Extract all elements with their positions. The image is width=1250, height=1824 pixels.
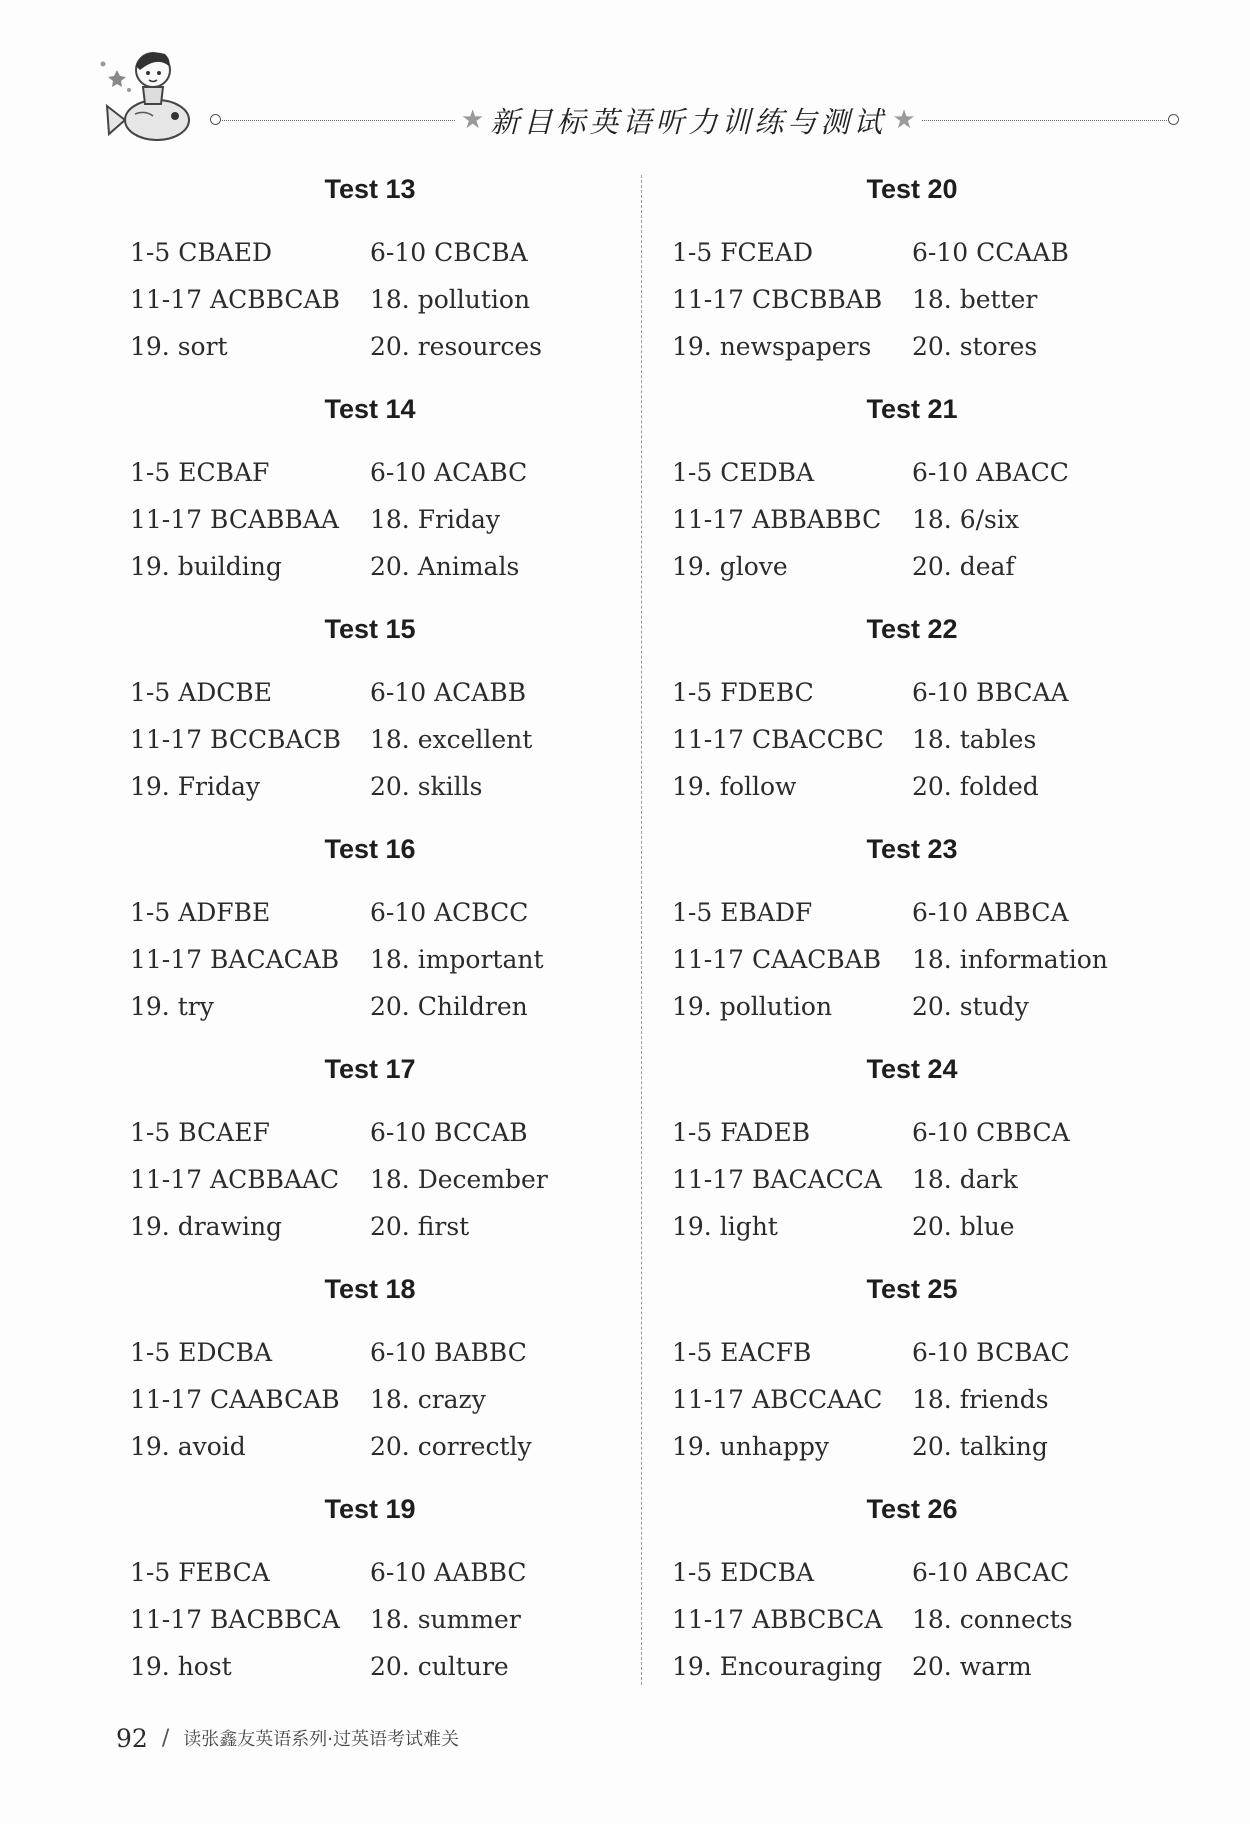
- answer-row: [130, 1423, 650, 1470]
- answer-row: [130, 936, 650, 983]
- answer-cell: 18. summer: [370, 1605, 521, 1634]
- answer-cell: 19. newspapers: [672, 332, 872, 361]
- answer-cell: 18. friends: [912, 1385, 1049, 1414]
- answer-cell: 1-5 FEBCA: [130, 1558, 270, 1587]
- page-footer: [116, 1718, 459, 1758]
- answer-row: [130, 1596, 650, 1643]
- answer-row: [672, 763, 1192, 810]
- answer-cell: 20. Children: [370, 992, 528, 1021]
- answer-cell: 6-10 ABBCA: [912, 898, 1069, 927]
- answer-cell: 6-10 ACABB: [370, 678, 527, 707]
- answer-row: [672, 1329, 1192, 1376]
- test-title: Test 21: [866, 394, 958, 424]
- answer-cell: 18. Friday: [370, 505, 501, 534]
- answer-row: [130, 1329, 650, 1376]
- test-block: [672, 168, 1192, 388]
- answer-row: [130, 889, 650, 936]
- answer-cell: 1-5 ADFBE: [130, 898, 271, 927]
- answer-cell: 18. information: [912, 945, 1108, 974]
- answer-cell: 18. December: [370, 1165, 548, 1194]
- answer-cell: 19. try: [130, 992, 214, 1021]
- answer-row: [672, 276, 1192, 323]
- answer-row: [130, 496, 650, 543]
- answer-cell: 1-5 CEDBA: [672, 458, 815, 487]
- answer-cell: 6-10 ABCAC: [912, 1558, 1070, 1587]
- answer-rows: [130, 449, 650, 590]
- answer-cell: 1-5 CBAED: [130, 238, 273, 267]
- answer-row: [672, 1423, 1192, 1470]
- answer-cell: 6-10 ACBCC: [370, 898, 529, 927]
- answer-cell: 1-5 FDEBC: [672, 678, 814, 707]
- rule-end-dot: [210, 114, 221, 125]
- test-title: Test 25: [866, 1274, 958, 1304]
- answer-rows: [130, 1109, 650, 1250]
- test-block: [130, 1268, 650, 1488]
- answer-cell: 11-17 BACBBCA: [130, 1605, 340, 1634]
- answer-row: [130, 716, 650, 763]
- answer-rows: [130, 889, 650, 1030]
- test-block: [672, 1488, 1192, 1708]
- answer-cell: 18. crazy: [370, 1385, 486, 1414]
- answer-cell: 18. connects: [912, 1605, 1073, 1634]
- answer-cell: 19. light: [672, 1212, 778, 1241]
- answer-cell: 20. culture: [370, 1652, 509, 1681]
- answer-row: [130, 1643, 650, 1690]
- header-title-box: [455, 100, 922, 140]
- answer-row: [672, 1109, 1192, 1156]
- answer-row: [672, 449, 1192, 496]
- answer-rows: [672, 229, 1192, 370]
- answer-cell: 18. dark: [912, 1165, 1018, 1194]
- answer-cell: 6-10 ABACC: [912, 458, 1069, 487]
- answer-cell: 1-5 EDCBA: [672, 1558, 815, 1587]
- answer-cell: 1-5 ECBAF: [130, 458, 270, 487]
- answer-cell: 6-10 ACABC: [370, 458, 528, 487]
- answer-rows: [672, 1329, 1192, 1470]
- answer-cell: 11-17 ACBBAAC: [130, 1165, 340, 1194]
- answer-row: [130, 229, 650, 276]
- answer-cell: 11-17 BCCBACB: [130, 725, 342, 754]
- answer-cell: 6-10 CBBCA: [912, 1118, 1070, 1147]
- test-block: [130, 828, 650, 1048]
- answer-row: [130, 543, 650, 590]
- test-block: [130, 388, 650, 608]
- page-header: [95, 40, 1185, 160]
- answer-cell: 19. drawing: [130, 1212, 283, 1241]
- answer-cell: 19. avoid: [130, 1432, 246, 1461]
- answer-cell: 6-10 CBCBA: [370, 238, 528, 267]
- answer-rows: [130, 669, 650, 810]
- answer-row: [672, 716, 1192, 763]
- test-block: [672, 1268, 1192, 1488]
- test-title: Test 26: [866, 1494, 958, 1524]
- star-icon: ★: [461, 105, 485, 135]
- answer-row: [130, 669, 650, 716]
- answer-cell: 20. study: [912, 992, 1029, 1021]
- test-block: [130, 168, 650, 388]
- answer-cell: 1-5 FCEAD: [672, 238, 814, 267]
- answer-cell: 19. host: [130, 1652, 232, 1681]
- answer-row: [672, 1643, 1192, 1690]
- answer-cell: 20. talking: [912, 1432, 1048, 1461]
- answer-cell: 20. resources: [370, 332, 543, 361]
- answer-cell: 11-17 ABBABBC: [672, 505, 882, 534]
- answer-cell: 1-5 EBADF: [672, 898, 813, 927]
- answer-cell: 1-5 BCAEF: [130, 1118, 270, 1147]
- answer-cell: 20. Animals: [370, 552, 520, 581]
- answer-cell: 19. Friday: [130, 772, 261, 801]
- answer-cell: 6-10 BBCAA: [912, 678, 1069, 707]
- answer-cell: 20. correctly: [370, 1432, 532, 1461]
- test-title: Test 14: [324, 394, 416, 424]
- answer-row: [130, 276, 650, 323]
- answer-cell: 19. building: [130, 552, 282, 581]
- answer-rows: [672, 1109, 1192, 1250]
- answer-cell: 18. 6/six: [912, 505, 1019, 534]
- answer-cell: 1-5 EACFB: [672, 1338, 812, 1367]
- page-number: 92: [116, 1723, 148, 1753]
- test-title: Test 13: [324, 174, 416, 204]
- answer-row: [672, 496, 1192, 543]
- test-title: Test 19: [324, 1494, 416, 1524]
- answer-cell: 11-17 BACACCA: [672, 1165, 882, 1194]
- answer-cell: 19. sort: [130, 332, 228, 361]
- answer-row: [130, 1549, 650, 1596]
- footer-separator: /: [161, 1725, 170, 1751]
- answer-cell: 11-17 ACBBCAB: [130, 285, 340, 314]
- answer-cell: 20. warm: [912, 1652, 1032, 1681]
- answer-row: [672, 323, 1192, 370]
- rule-end-dot: [1168, 114, 1179, 125]
- test-block: [130, 1048, 650, 1268]
- answer-rows: [130, 1329, 650, 1470]
- answer-cell: 11-17 BACACAB: [130, 945, 340, 974]
- answer-row: [672, 1376, 1192, 1423]
- answer-rows: [672, 889, 1192, 1030]
- answer-cell: 11-17 ABCCAAC: [672, 1385, 883, 1414]
- answer-cell: 18. excellent: [370, 725, 533, 754]
- answer-cell: 6-10 BCBAC: [912, 1338, 1070, 1367]
- answer-row: [672, 229, 1192, 276]
- star-icon: ★: [892, 105, 916, 135]
- answer-row: [672, 983, 1192, 1030]
- answer-row: [672, 889, 1192, 936]
- answer-row: [672, 1156, 1192, 1203]
- answer-rows: [130, 1549, 650, 1690]
- answer-row: [672, 1596, 1192, 1643]
- answer-row: [130, 1203, 650, 1250]
- test-block: [672, 1048, 1192, 1268]
- test-title: Test 16: [324, 834, 416, 864]
- left-column: [130, 168, 650, 1708]
- answer-cell: 1-5 EDCBA: [130, 1338, 273, 1367]
- answer-cell: 1-5 ADCBE: [130, 678, 273, 707]
- header-title: 新目标英语听力训练与测试: [490, 104, 887, 139]
- answer-row: [130, 1376, 650, 1423]
- answer-cell: 18. pollution: [370, 285, 531, 314]
- answer-cell: 19. unhappy: [672, 1432, 830, 1461]
- answer-cell: 18. important: [370, 945, 544, 974]
- right-column: [672, 168, 1192, 1708]
- answer-cell: 1-5 FADEB: [672, 1118, 811, 1147]
- answer-row: [130, 1109, 650, 1156]
- answer-row: [672, 1203, 1192, 1250]
- answer-cell: 11-17 CAACBAB: [672, 945, 882, 974]
- boy-on-fish-mascot-icon: [95, 40, 225, 160]
- answer-cell: 6-10 BCCAB: [370, 1118, 528, 1147]
- test-block: [130, 608, 650, 828]
- answer-cell: 19. glove: [672, 552, 788, 581]
- test-title: Test 23: [866, 834, 958, 864]
- answer-rows: [672, 1549, 1192, 1690]
- answer-rows: [672, 449, 1192, 590]
- answer-row: [130, 323, 650, 370]
- answer-row: [672, 543, 1192, 590]
- answer-cell: 11-17 BCABBAA: [130, 505, 339, 534]
- answer-cell: 20. first: [370, 1212, 470, 1241]
- test-block: [672, 828, 1192, 1048]
- answer-cell: 20. stores: [912, 332, 1038, 361]
- answer-row: [672, 669, 1192, 716]
- answer-cell: 20. blue: [912, 1212, 1015, 1241]
- answer-rows: [672, 669, 1192, 810]
- answer-cell: 18. tables: [912, 725, 1037, 754]
- answer-cell: 6-10 CCAAB: [912, 238, 1069, 267]
- test-block: [672, 608, 1192, 828]
- answer-row: [130, 1156, 650, 1203]
- answer-row: [130, 763, 650, 810]
- answer-cell: 11-17 CBACCBC: [672, 725, 884, 754]
- answer-cell: 11-17 CBCBBAB: [672, 285, 883, 314]
- test-block: [672, 388, 1192, 608]
- answer-cell: 19. pollution: [672, 992, 833, 1021]
- answer-row: [672, 1549, 1192, 1596]
- answer-row: [130, 983, 650, 1030]
- answer-cell: 18. better: [912, 285, 1038, 314]
- test-title: Test 24: [866, 1054, 958, 1084]
- test-title: Test 18: [324, 1274, 416, 1304]
- test-title: Test 22: [866, 614, 958, 644]
- answer-cell: 20. skills: [370, 772, 483, 801]
- answer-cell: 11-17 ABBCBCA: [672, 1605, 883, 1634]
- answer-row: [130, 449, 650, 496]
- answer-rows: [130, 229, 650, 370]
- test-title: Test 15: [324, 614, 416, 644]
- answer-cell: 19. Encouraging: [672, 1652, 883, 1681]
- answer-cell: 11-17 CAABCAB: [130, 1385, 340, 1414]
- answer-cell: 20. folded: [912, 772, 1039, 801]
- answer-row: [672, 936, 1192, 983]
- answer-cell: 6-10 AABBC: [370, 1558, 527, 1587]
- series-name: 读张鑫友英语系列·过英语考试难关: [183, 1729, 459, 1750]
- test-title: Test 17: [324, 1054, 416, 1084]
- answer-cell: 20. deaf: [912, 552, 1015, 581]
- test-title: Test 20: [866, 174, 958, 204]
- answer-cell: 6-10 BABBC: [370, 1338, 527, 1367]
- test-block: [130, 1488, 650, 1708]
- answer-cell: 19. follow: [672, 772, 797, 801]
